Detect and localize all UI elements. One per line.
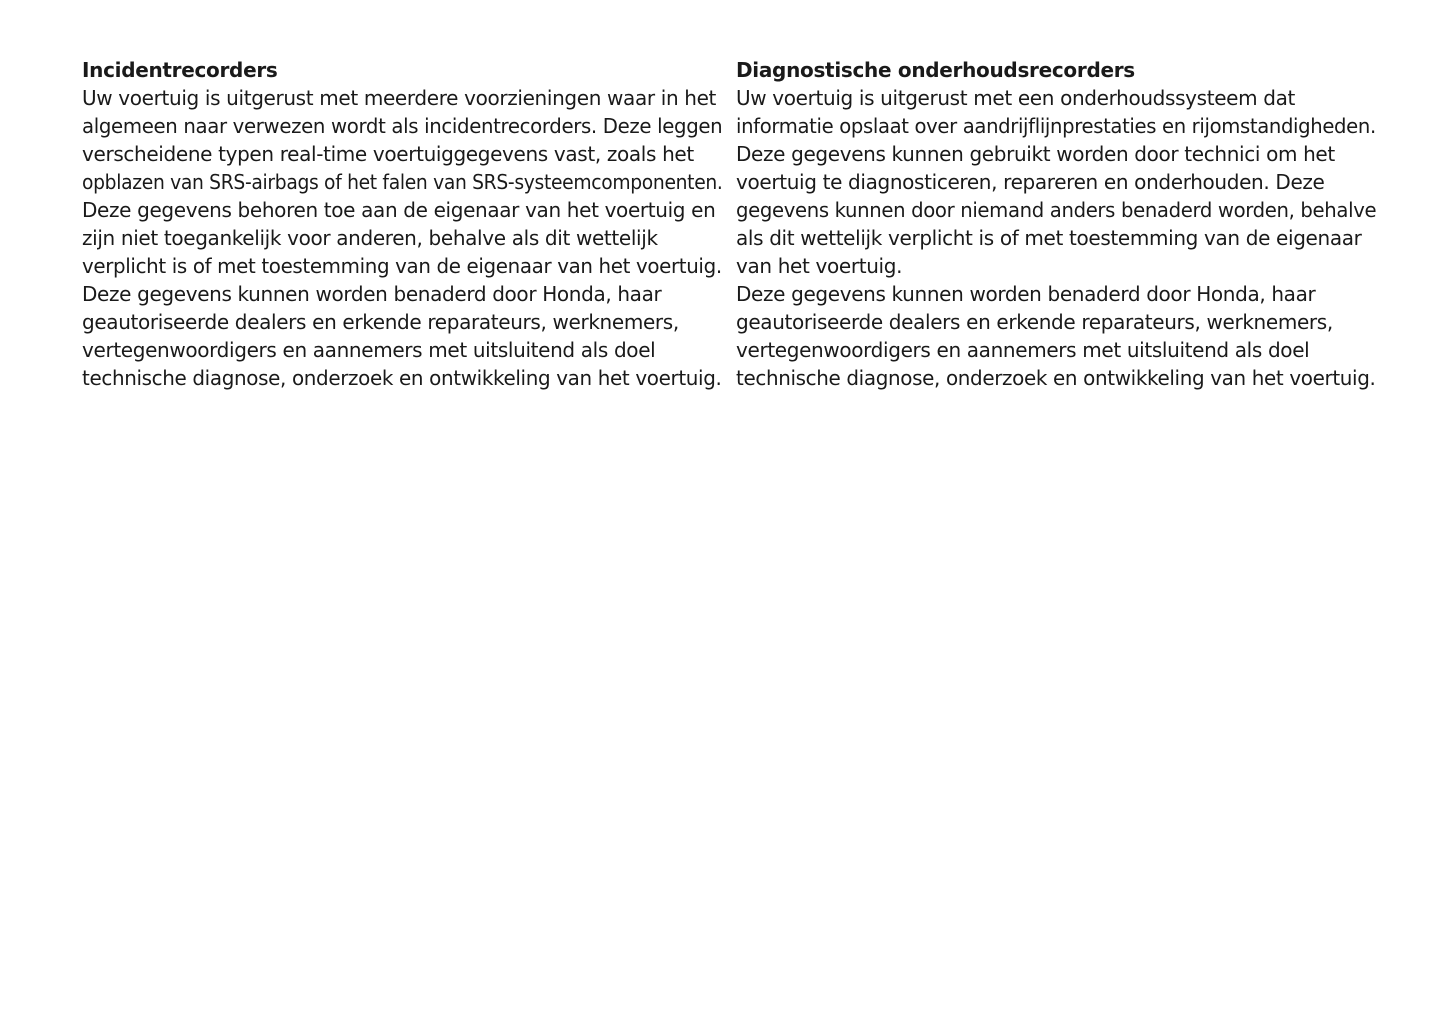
body-line: gegevens kunnen door niemand anders benaderd worden, behalve bbox=[736, 198, 1377, 222]
section-body bbox=[82, 84, 722, 392]
section-title: Diagnostische onderhoudsrecorders bbox=[736, 58, 1135, 82]
body-line: verscheidene typen real-time voertuiggegevens vast, zoals het bbox=[82, 142, 694, 166]
body-line: algemeen naar verwezen wordt als incidentrecorders. Deze leggen bbox=[82, 114, 723, 138]
body-line: vertegenwoordigers en aannemers met uitsluitend als doel bbox=[736, 338, 1310, 362]
body-line: Uw voertuig is uitgerust met meerdere voorzieningen waar in het bbox=[82, 86, 717, 110]
incident-recorders-section bbox=[82, 56, 722, 392]
body-line: informatie opslaat over aandrijflijnprestaties en rijomstandigheden. bbox=[736, 114, 1376, 138]
section-title: Incidentrecorders bbox=[82, 58, 278, 82]
body-line: verplicht is of met toestemming van de eigenaar van het voertuig. bbox=[82, 254, 722, 278]
body-line: vertegenwoordigers en aannemers met uitsluitend als doel bbox=[82, 338, 656, 362]
body-line: Deze gegevens kunnen gebruikt worden door technici om het bbox=[736, 142, 1335, 166]
body-line: Deze gegevens kunnen worden benaderd door Honda, haar bbox=[736, 282, 1316, 306]
body-line: Deze gegevens kunnen worden benaderd door Honda, haar bbox=[82, 282, 662, 306]
body-line: geautoriseerde dealers en erkende reparateurs, werknemers, bbox=[736, 310, 1333, 334]
body-line: van het voertuig. bbox=[736, 254, 903, 278]
diagnostic-maintenance-recorders-section bbox=[736, 56, 1376, 392]
body-line: geautoriseerde dealers en erkende reparateurs, werknemers, bbox=[82, 310, 679, 334]
body-line: technische diagnose, onderzoek en ontwikkeling van het voertuig. bbox=[736, 366, 1376, 390]
body-line: Deze gegevens behoren toe aan de eigenaar van het voertuig en bbox=[82, 198, 716, 222]
section-body bbox=[736, 84, 1376, 392]
body-line: technische diagnose, onderzoek en ontwikkeling van het voertuig. bbox=[82, 366, 722, 390]
body-line: als dit wettelijk verplicht is of met toestemming van de eigenaar bbox=[736, 226, 1362, 250]
body-line: opblazen van SRS-airbags of het falen van SRS-systeemcomponenten. bbox=[82, 170, 723, 194]
body-line: Uw voertuig is uitgerust met een onderhoudssysteem dat bbox=[736, 86, 1295, 110]
body-line: voertuig te diagnosticeren, repareren en onderhouden. Deze bbox=[736, 170, 1325, 194]
body-line: zijn niet toegankelijk voor anderen, behalve als dit wettelijk bbox=[82, 226, 658, 250]
